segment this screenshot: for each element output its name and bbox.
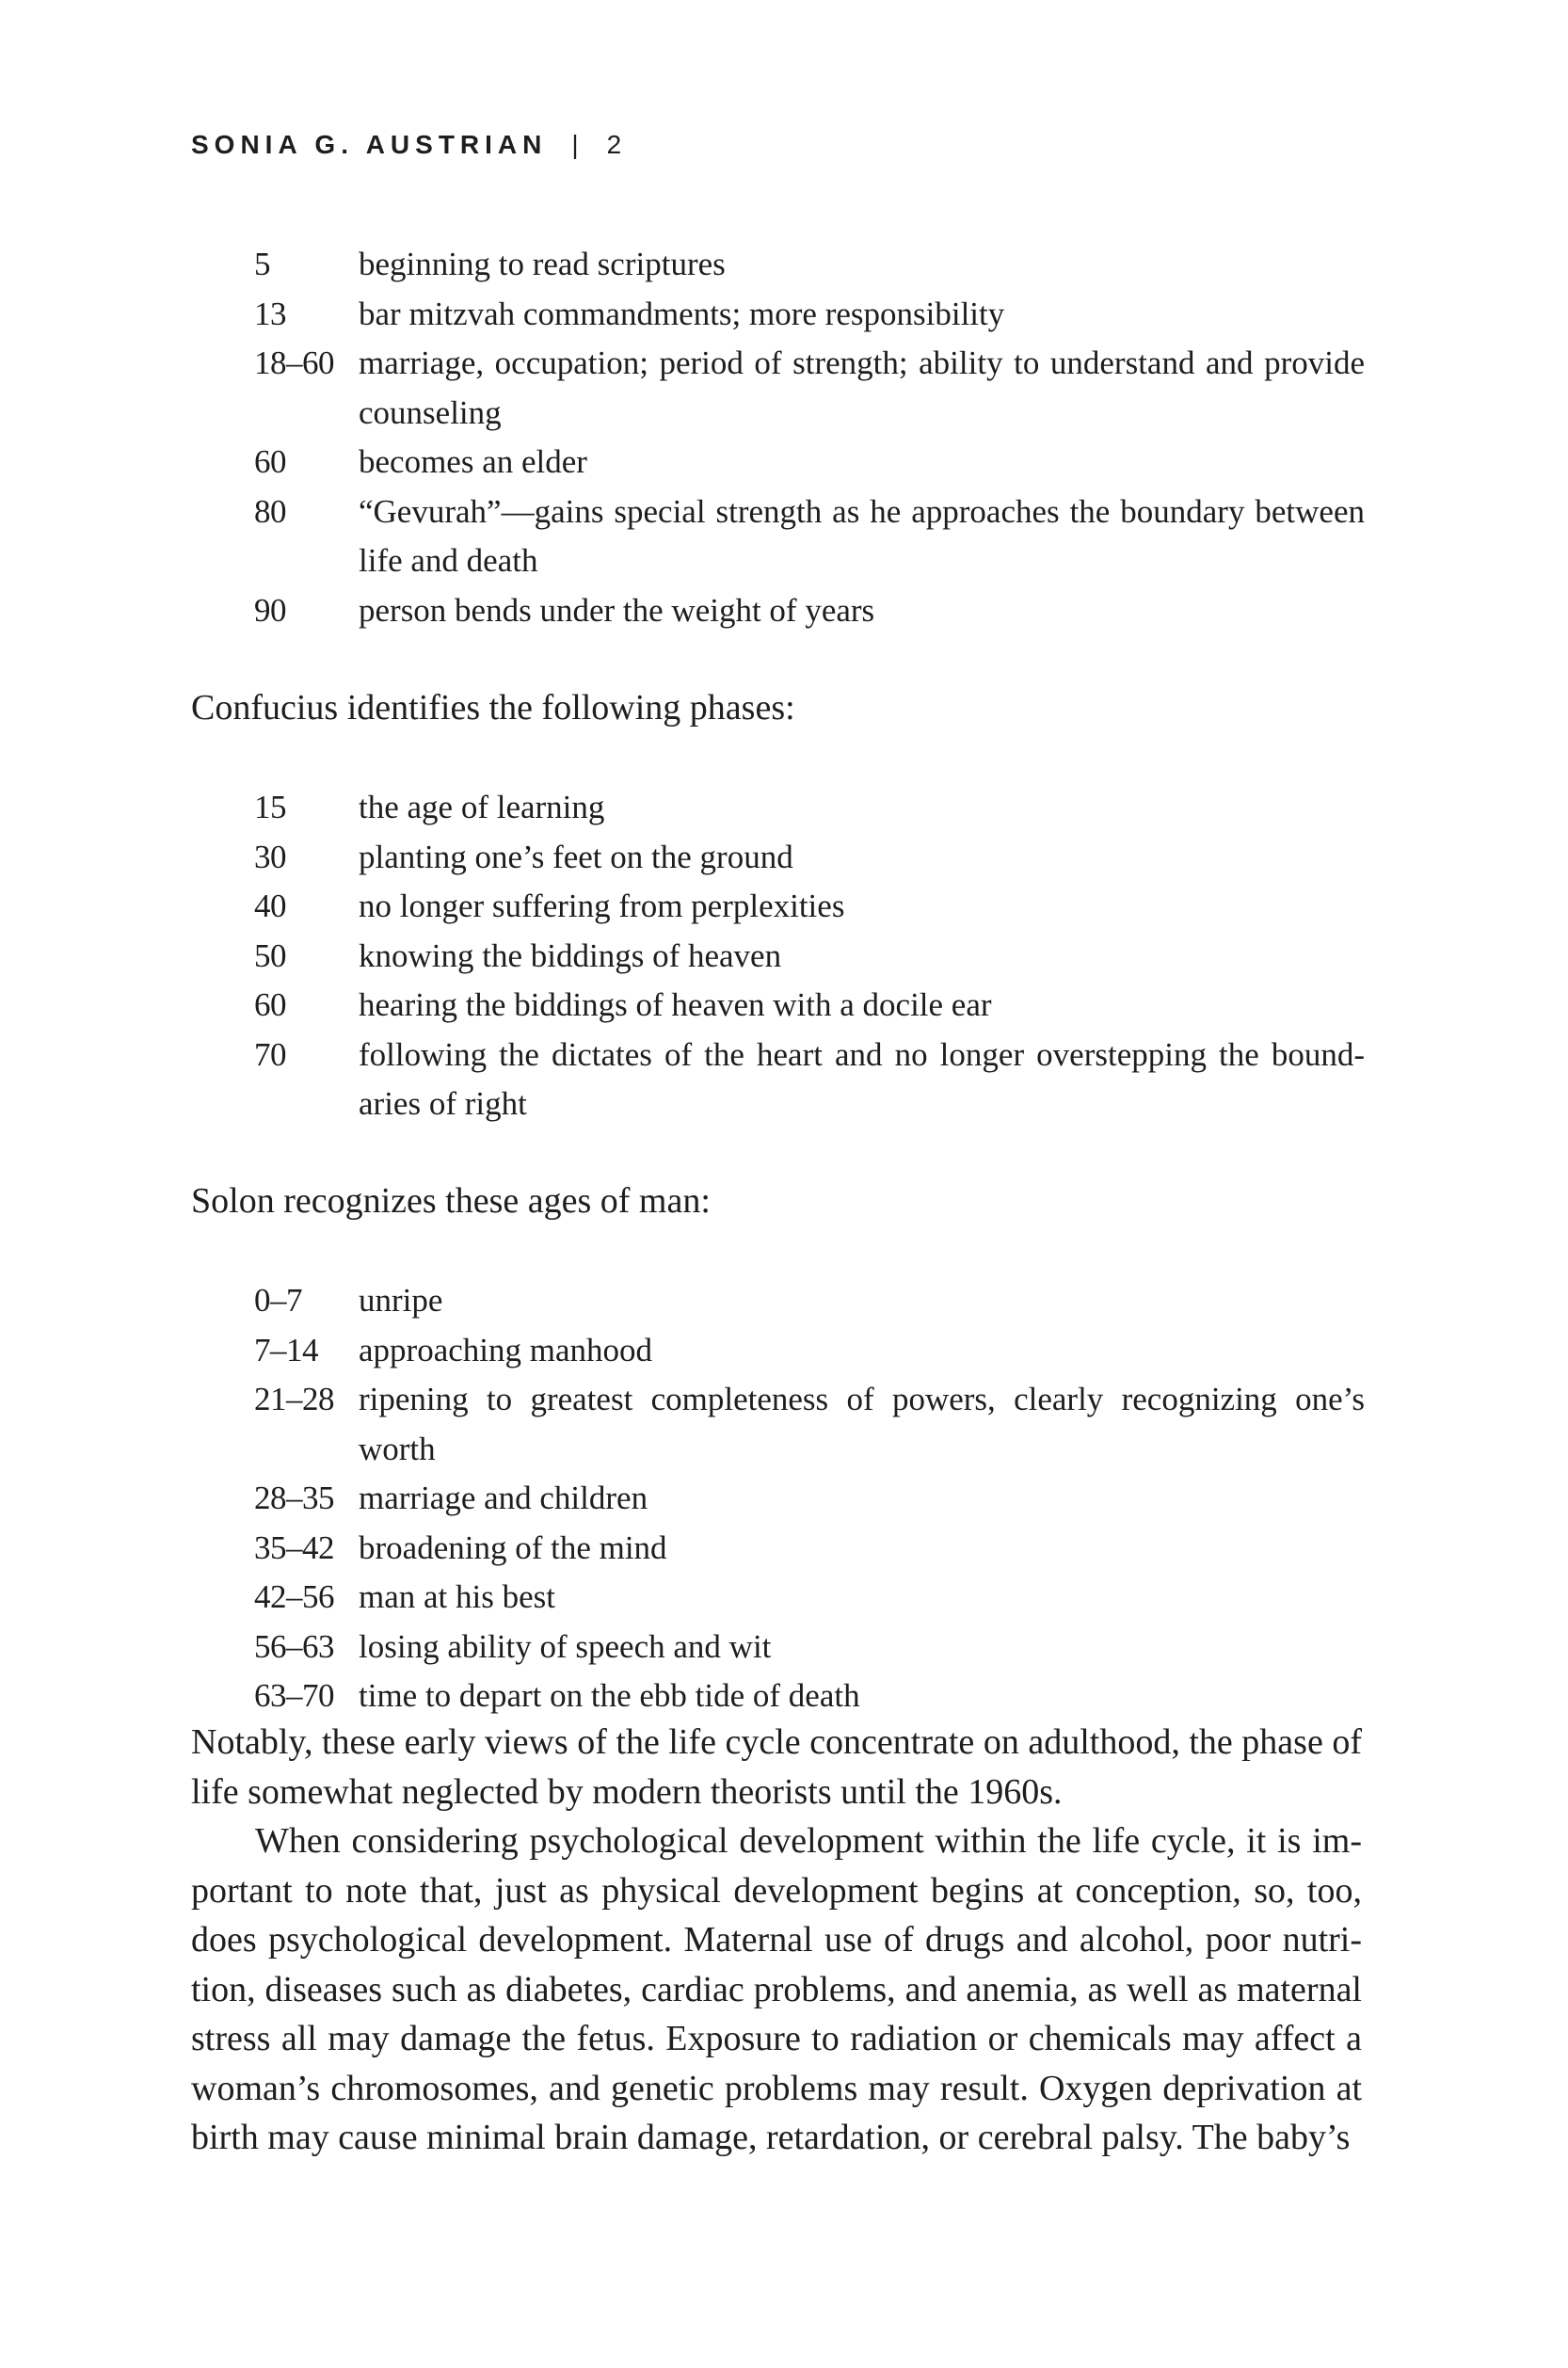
stage-age: 80: [254, 492, 286, 530]
list-item: [254, 1672, 1365, 1721]
list-item: [254, 882, 1365, 932]
stage-age: 0–7: [254, 1282, 302, 1319]
stage-description: unripe: [359, 1282, 443, 1319]
stage-description: time to depart on the ebb tide of death: [359, 1677, 860, 1714]
confucius-intro: Confucius identifies the following phases:: [191, 688, 795, 728]
stage-age: 40: [254, 888, 286, 924]
stage-age: 21–28: [254, 1381, 334, 1417]
list-item: [254, 1375, 1365, 1474]
stage-description: following the dictates of the heart and no longer overstepping the boundaries of right: [359, 1035, 1365, 1122]
stage-age: 42–56: [254, 1578, 334, 1615]
stage-description: no longer suffering from perplexities: [359, 888, 845, 924]
list-item: [254, 240, 1365, 290]
stage-description: approaching manhood: [359, 1331, 652, 1368]
stage-description: marriage and children: [359, 1480, 648, 1516]
stage-description: marriage, occupation; period of strength; ability to understand and provide counseling: [359, 344, 1365, 431]
confucius-stages-list: [254, 783, 1365, 1129]
stage-age: 63–70: [254, 1677, 334, 1714]
stage-description: becomes an elder: [359, 443, 587, 480]
running-header: [191, 130, 621, 160]
stage-description: knowing the biddings of heaven: [359, 936, 782, 974]
list-item: [254, 1573, 1365, 1623]
stage-age: 28–35: [254, 1480, 334, 1516]
stage-description: “Gevurah”—gains special strength as he approaches the boundary between life and death: [359, 492, 1365, 579]
list-item: [254, 1623, 1365, 1672]
list-item: [254, 833, 1365, 883]
list-item: [254, 586, 1365, 636]
list-item: [254, 438, 1365, 488]
stage-age: 60: [254, 443, 286, 480]
list-item: [254, 783, 1365, 833]
stage-description: hearing the biddings of heaven with a docile ear: [359, 986, 992, 1023]
list-item: [254, 1276, 1365, 1326]
list-item: [254, 1031, 1365, 1129]
stage-age: 50: [254, 936, 286, 974]
list-item: [254, 488, 1365, 586]
jewish-life-stages-list: [254, 240, 1365, 635]
page-number: 2: [606, 130, 622, 159]
solon-stages-list: [254, 1276, 1365, 1721]
stage-age: 18–60: [254, 344, 334, 381]
stage-age: 7–14: [254, 1331, 318, 1368]
stage-description: the age of learning: [359, 789, 605, 825]
stage-description: ripening to greatest completeness of powers, clearly recognizing one’s worth: [359, 1381, 1365, 1467]
list-item: [254, 981, 1365, 1031]
stage-age: 5: [254, 246, 270, 282]
list-item: [254, 1326, 1365, 1376]
stage-description: man at his best: [359, 1578, 555, 1615]
stage-age: 60: [254, 986, 286, 1023]
stage-description: bar mitzvah commandments; more responsibility: [359, 295, 1005, 332]
paragraph: When considering psychological development within the life cycle, it is important to note that, just as physical development begins at conception, so, too, does psychological development. Maternal use of drugs and alcohol, poor nutrition, diseases such as diabetes, cardiac problems, and anemia, as well as maternal stress all may damage the fetus. Exposure to radiation or chemicals may affect a woman’s chromosomes, and genetic problems may result. Oxygen deprivation at birth may cause minimal brain damage, retardation, or cerebral palsy. The baby’s: [191, 1821, 1362, 2157]
stage-age: 90: [254, 591, 286, 629]
stage-description: broadening of the mind: [359, 1528, 667, 1566]
stage-description: person bends under the weight of years: [359, 591, 875, 629]
stage-description: losing ability of speech and wit: [359, 1627, 772, 1665]
solon-intro: Solon recognizes these ages of man:: [191, 1181, 711, 1221]
stage-age: 30: [254, 838, 286, 875]
stage-age: 70: [254, 1035, 286, 1073]
stage-age: 35–42: [254, 1528, 334, 1566]
list-item: [254, 1524, 1365, 1574]
stage-age: 15: [254, 789, 286, 825]
list-item: [254, 290, 1365, 340]
stage-age: 56–63: [254, 1627, 334, 1665]
stage-description: planting one’s feet on the ground: [359, 838, 793, 875]
body-text: [191, 1718, 1362, 2163]
list-item: [254, 339, 1365, 438]
stage-age: 13: [254, 295, 286, 332]
paragraph: Notably, these early views of the life cycle concentrate on adulthood, the phase of life somewhat neglected by modern theorists until the 1960s.: [191, 1722, 1362, 1812]
header-separator: |: [571, 130, 579, 159]
stage-description: beginning to read scriptures: [359, 246, 726, 282]
header-author: SONIA G. AUSTRIAN: [191, 130, 548, 159]
list-item: [254, 932, 1365, 982]
list-item: [254, 1474, 1365, 1524]
